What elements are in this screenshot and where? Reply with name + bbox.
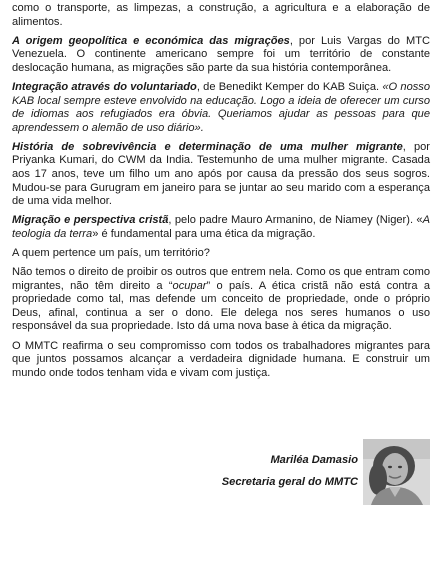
paragraph-intro-end: como o transporte, as limpezas, a construção, a agricultura e a elaboração de alimentos. (12, 2, 430, 28)
quote: «O nosso KAB local sempre esteve envolvido na educação. Logo a ideia de oferecer um curso de idiomas aos refugiados era óbvia. Queriamos ajudar as pessoas para que aprendessem o alemão de uso diário». (12, 80, 431, 134)
paragraph-geopolitica: A origem geopolítica e económica das migrações, por Luis Vargas do MTC Venezuela. O continente americano sempre foi um território de constante deslocação humana, as migrações são parte da sua história contemporânea. (12, 34, 430, 74)
section-title: História de sobrevivência e determinação de uma mulher migrante (12, 140, 403, 153)
article-body (12, 2, 430, 386)
portrait-image (363, 439, 430, 505)
author-photo (363, 439, 430, 505)
signature-block (200, 449, 358, 493)
signature-role: Secretaria geral do MMTC (221, 476, 358, 488)
paragraph-voluntariado: Integração através do voluntariado, de Benedikt Kemper do KAB Suiça. «O nosso KAB local sempre esteve envolvido na educação. Logo a ideia de oferecer um curso de idiomas aos refugiados era óbvia. Queriamos ajudar as pessoas para que aprendessem o alemão de uso diário». (12, 80, 431, 134)
section-title: Integração através do voluntariado (12, 80, 197, 93)
section-title: Migração e perspectiva cristã (12, 214, 169, 227)
paragraph-question: A quem pertence um país, um território? (12, 247, 210, 259)
paragraph-direito: Não temos o direito de proibir os outros que entrem nela. Como os que entram como migrantes, não têm direito a “ocupar” o país. A ética cristã não está contra a propriedade como tal, mas defende um conceito de propriedade, onde o próprio Deus, afinal, continua a ser o dono. Ele delega nos seres humanos o uso responsável da sua propriedade. Isto dá uma nova base à ética da migração. (12, 266, 430, 333)
quote: A teologia da terra (12, 214, 431, 240)
paragraph-conclusion: O MMTC reafirma o seu compromisso com todos os trabalhadores migrantes para que juntos possamos alcançar a verdadeira dignidade humana. E construir um mundo onde todos tenham vida e vivam com justiça. (12, 339, 430, 379)
quote: ocupar (172, 279, 207, 292)
section-title: A origem geopolítica e económica das migrações (12, 34, 290, 47)
paragraph-perspectiva-crista: Migração e perspectiva cristã, pelo padre Mauro Armanino, de Niamey (Niger). «A teologia da terra» é fundamental para uma ética da migração. (12, 214, 431, 240)
paragraph-mulher-migrante: História de sobrevivência e determinação de uma mulher migrante, por Priyanka Kumari, do CWM da India. Testemunho de uma mulher migrante. Casada aos 17 anos, teve um filho um ano após por causa da pressão dos seus sogros. Mudou-se para Gurugram em janeiro para se juntar ao seu marido com a esperança de uma vida melhor. (12, 140, 430, 208)
signature-name: Mariléa Damasio (270, 454, 358, 466)
